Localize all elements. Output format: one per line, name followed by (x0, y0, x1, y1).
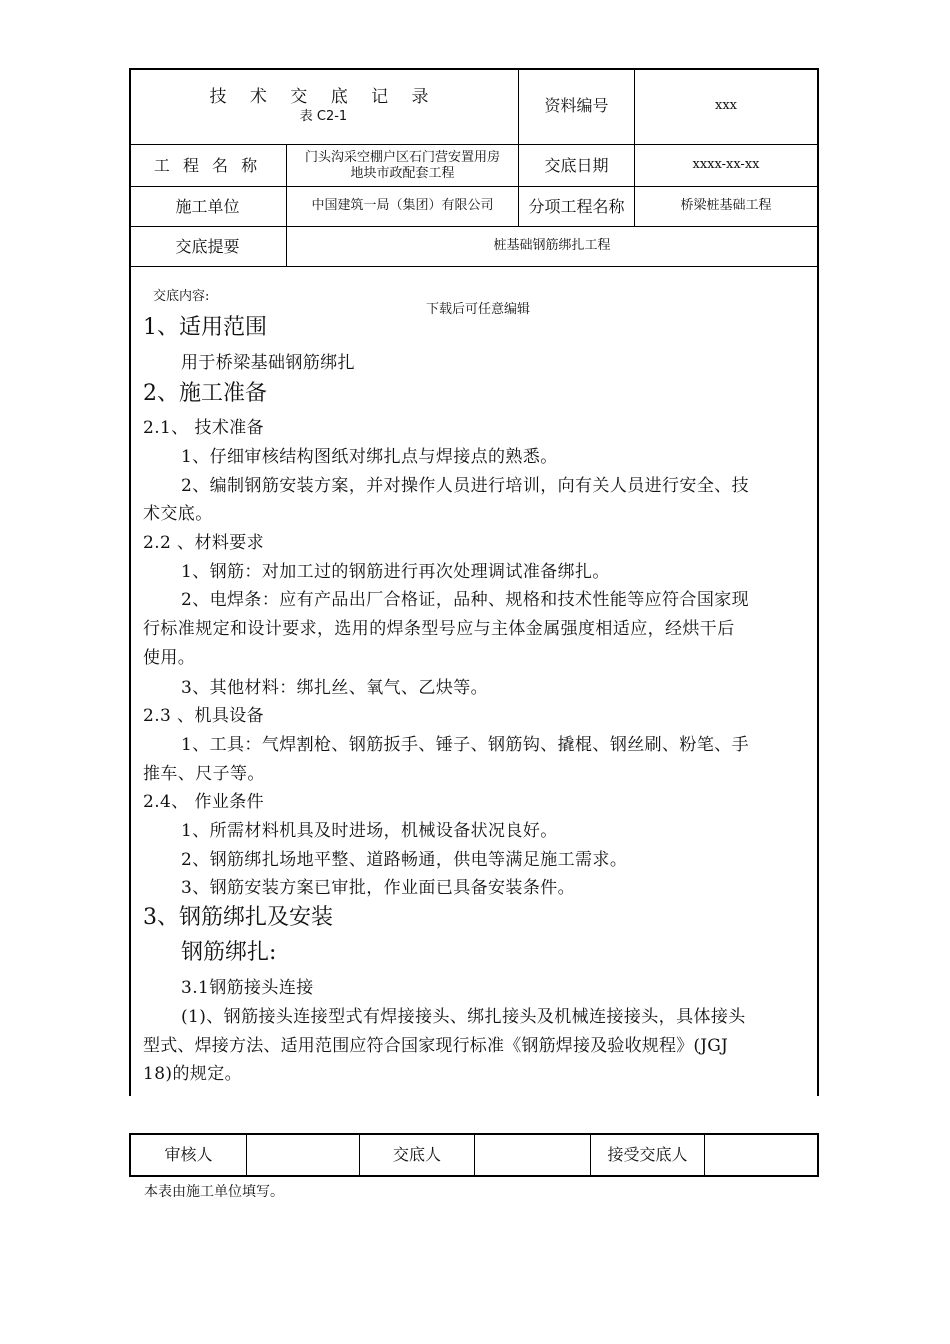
paragraph: 1、钢筋：对加工过的钢筋进行再次处理调试准备绑扎。 (181, 562, 610, 582)
construction-unit-label: 施工单位 (175, 196, 240, 216)
form-title: 技 术 交 底 记 录 (209, 87, 438, 108)
form-title-cell (129, 68, 518, 144)
project-name-line: 门头沟采空棚户区石门营安置用房 (304, 149, 500, 165)
column-divider (817, 1133, 819, 1177)
subsection-heading: 2.1、 技术准备 (143, 418, 265, 438)
summary-value: 桩基础钢筋绑扎工程 (493, 238, 611, 254)
subproject-name-value: 桥梁桩基础工程 (680, 198, 772, 214)
paragraph: 型式、焊接方法、适用范围应符合国家现行标准《钢筋焊接及验收规程》(JGJ (143, 1036, 729, 1056)
paragraph: 用于桥梁基础钢筋绑扎 (181, 353, 355, 373)
subsection-heading: 3.1钢筋接头连接 (181, 978, 314, 998)
subproject-name-label: 分项工程名称 (528, 196, 625, 216)
subsection-heading: 2.3 、机具设备 (143, 706, 265, 726)
paragraph: 行标准规定和设计要求，选用的焊条型号应与主体金属强度相适应，经烘干后 (143, 619, 735, 639)
section-heading: 1、适用范围 (143, 315, 267, 340)
section-heading: 2、施工准备 (143, 381, 267, 406)
summary-label: 交底提要 (175, 236, 240, 256)
presenter-signature-field[interactable] (475, 1135, 590, 1175)
reviewer-signature-field[interactable] (247, 1135, 359, 1175)
paragraph: (1)、钢筋接头连接型式有焊接接头、绑扎接头及机械连接接头，具体接头 (181, 1007, 746, 1027)
project-name-label: 工 程 名 称 (153, 155, 262, 175)
subsection-heading: 2.2 、材料要求 (143, 533, 265, 553)
receiver-label: 接受交底人 (607, 1145, 688, 1164)
form-number: 表 C2-1 (299, 108, 348, 124)
doc-no-value: xxx (715, 97, 737, 113)
signature-table (129, 1133, 819, 1177)
row-divider (129, 266, 819, 267)
paragraph: 3、钢筋安装方案已审批，作业面已具备安装条件。 (181, 878, 576, 898)
reviewer-label: 审核人 (164, 1145, 213, 1164)
paragraph: 使用。 (143, 648, 196, 668)
paragraph: 推车、尺子等。 (143, 764, 265, 784)
paragraph: 1、仔细审核结构图纸对绑扎点与焊接点的熟悉。 (181, 447, 558, 467)
section-heading: 3、钢筋绑扎及安装 (143, 905, 333, 930)
paragraph: 1、所需材料机具及时进场，机械设备状况良好。 (181, 821, 558, 841)
form-right-border (817, 68, 819, 1096)
paragraph: 18)的规定。 (143, 1064, 243, 1084)
disclosure-date-value: xxxx-xx-xx (692, 157, 760, 173)
content-intro-label: 交底内容: (153, 289, 210, 304)
project-name-line: 地块市政配套工程 (350, 165, 455, 181)
paragraph: 3、其他材料：绑扎丝、氧气、乙炔等。 (181, 678, 489, 698)
project-name-value (287, 145, 518, 186)
footer-note: 本表由施工单位填写。 (144, 1184, 284, 1200)
subsection-heading: 钢筋绑扎: (181, 940, 277, 965)
watermark-text: 下载后可任意编辑 (426, 302, 531, 317)
paragraph: 2、电焊条：应有产品出厂合格证，品种、规格和技术性能等应符合国家现 (181, 590, 750, 610)
receiver-signature-field[interactable] (705, 1135, 817, 1175)
subsection-heading: 2.4、 作业条件 (143, 792, 265, 812)
presenter-label: 交底人 (392, 1145, 441, 1164)
construction-unit-value: 中国建筑一局（集团）有限公司 (311, 198, 494, 214)
paragraph: 2、钢筋绑扎场地平整、道路畅通，供电等满足施工需求。 (181, 850, 628, 870)
disclosure-date-label: 交底日期 (544, 155, 609, 175)
paragraph: 1、工具：气焊割枪、钢筋扳手、锤子、钢筋钩、撬棍、钢丝刷、粉笔、手 (181, 735, 750, 755)
doc-no-label: 资料编号 (544, 96, 609, 115)
paragraph: 术交底。 (143, 504, 213, 524)
paragraph: 2、编制钢筋安装方案，并对操作人员进行培训，向有关人员进行安全、技 (181, 476, 750, 496)
